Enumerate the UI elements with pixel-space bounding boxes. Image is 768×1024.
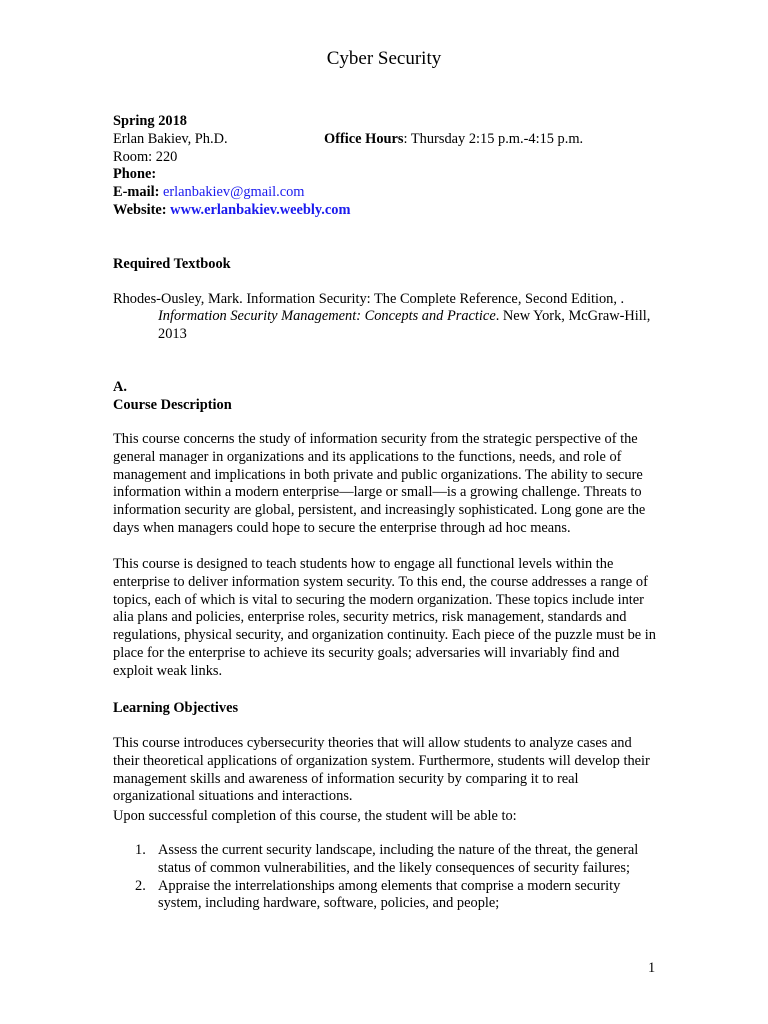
objectives-paragraph-2: Upon successful completion of this course, the student will be able to: <box>113 808 517 824</box>
list-item-text: Appraise the interrelationships among elements that comprise a modern security system, including hardware, software, policies, and people; <box>158 877 621 912</box>
office-hours-value: : Thursday 2:15 p.m.-4:15 p.m. <box>403 131 584 147</box>
course-description-paragraph-1: This course concerns the study of information security from the strategic perspective of the general manager in organizations and its applications to the functions, needs, and role of management and implications in both private and public organizations. The ability to secure information within a modern enterprise—large or small—is a growing challenge. Threats to information security are global, persistent, and increasingly sophisticated. Long gone are the days when managers could hope to secure the enterprise through ad hoc means. <box>113 431 646 536</box>
office-hours <box>324 130 583 148</box>
course-description-heading: Course Description <box>113 397 232 413</box>
list-item-number: 2. <box>135 877 146 894</box>
term: Spring 2018 <box>113 113 187 129</box>
page-number: 1 <box>648 960 656 976</box>
website-link[interactable]: www.erlanbakiev.weebly.com <box>170 202 351 218</box>
textbook-line-2: Information Security Management: Concepts and Practice. New York, McGraw-Hill, <box>158 308 651 324</box>
phone-line <box>113 165 156 183</box>
textbook-heading: Required Textbook <box>113 256 231 272</box>
list-item <box>113 842 658 878</box>
phone-label: Phone: <box>113 166 157 182</box>
website-label: Website: <box>113 202 167 218</box>
objectives-list <box>113 842 658 913</box>
section-letter: A. <box>113 379 127 395</box>
textbook-title-italic: Information Security Management <box>158 308 357 324</box>
room: Room: 220 <box>113 149 178 165</box>
course-description-paragraph-2: This course is designed to teach students how to engage all functional levels within the enterprise to deliver information system security. To this end, the course addresses a range of topics, each of which is vital to securing the modern organization. These topics include inter alia plans and policies, enterprise roles, security metrics, risk management, standards and regulations, physical security, and organization continuity. Each piece of the puzzle must be in place for the enterprise to achieve its security goals; adversaries will invariably find and exploit weak links. <box>113 556 656 679</box>
document-title: Cyber Security <box>326 48 442 69</box>
textbook-line-1: Rhodes-Ousley, Mark. Information Security: The Complete Reference, Second Edition, . <box>113 291 625 307</box>
list-item <box>113 878 658 914</box>
objectives-paragraph-1: This course introduces cybersecurity theories that will allow students to analyze cases and their theoretical applications of organization system. Furthermore, students will develop their management skills and awareness of information security by comparing it to real organizational situations and interactions. <box>113 735 650 805</box>
email-label: E-mail: <box>113 184 160 200</box>
learning-objectives-heading: Learning Objectives <box>113 700 239 716</box>
textbook-subtitle-italic: : Concepts and Practice <box>356 308 496 324</box>
term-line <box>113 112 187 130</box>
website-line <box>113 201 350 219</box>
textbook-line-3: 2013 <box>158 326 187 342</box>
office-hours-label: Office Hours <box>324 131 404 147</box>
list-item-text: Assess the current security landscape, including the nature of the threat, the general status of common vulnerabilities, and the likely consequences of security failures; <box>158 842 639 876</box>
email-line <box>113 183 305 201</box>
list-item-number: 1. <box>135 842 146 858</box>
email-link[interactable]: erlanbakiev@gmail.com <box>162 184 305 200</box>
instructor-name: Erlan Bakiev, Ph.D. <box>113 131 228 147</box>
